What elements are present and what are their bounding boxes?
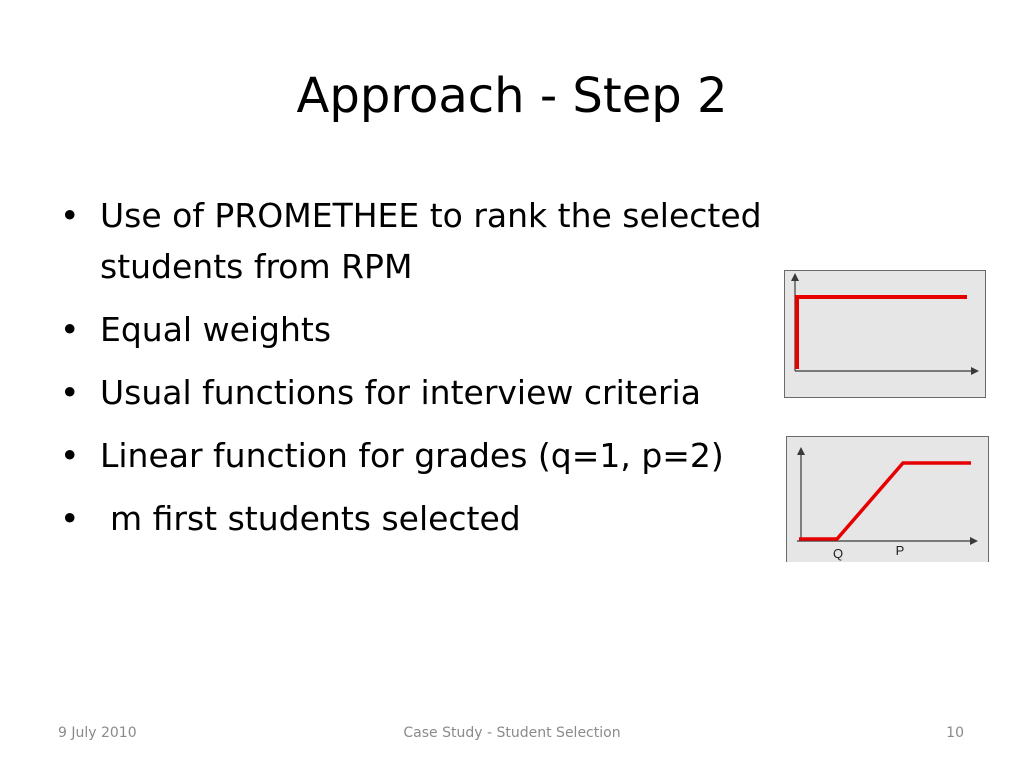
y-axis-arrow-icon xyxy=(797,447,805,455)
usual-function-plot xyxy=(785,271,985,397)
bullet-text: Use of PROMETHEE to rank the selected students from RPM xyxy=(100,196,762,286)
bullet-text: m first students selected xyxy=(110,499,521,538)
bullet-item xyxy=(58,493,858,544)
bullet-item xyxy=(58,304,858,355)
bullet-list xyxy=(58,190,858,556)
x-axis-arrow-icon xyxy=(971,367,979,375)
bullet-text: Usual functions for interview criteria xyxy=(100,373,701,412)
bullet-text: Linear function for grades (q=1, p=2) xyxy=(100,436,724,475)
linear-function-graph xyxy=(786,436,989,562)
y-axis-arrow-icon xyxy=(791,273,799,281)
bullet-dot: • xyxy=(60,310,80,349)
bullet-item xyxy=(58,190,858,292)
p-tick-label: P xyxy=(895,543,905,558)
bullet-item xyxy=(58,367,858,418)
footer-date: 9 July 2010 xyxy=(58,725,137,741)
bullet-dot: • xyxy=(60,196,80,235)
bullet-dot: • xyxy=(60,436,80,475)
bullet-text: Equal weights xyxy=(100,310,332,349)
linear-function-plot xyxy=(787,437,988,562)
linear-function-curve xyxy=(799,463,971,539)
x-axis-arrow-icon xyxy=(970,537,978,545)
q-tick-label: Q xyxy=(832,546,844,561)
bullet-item xyxy=(58,430,858,481)
usual-function-graph xyxy=(784,270,986,398)
slide-title: Approach - Step 2 xyxy=(296,68,728,124)
page-number: 10 xyxy=(946,725,964,741)
bullet-dot: • xyxy=(60,373,80,412)
usual-function-curve xyxy=(797,297,967,369)
footer-title: Case Study - Student Selection xyxy=(403,725,621,741)
bullet-dot: • xyxy=(60,499,80,538)
